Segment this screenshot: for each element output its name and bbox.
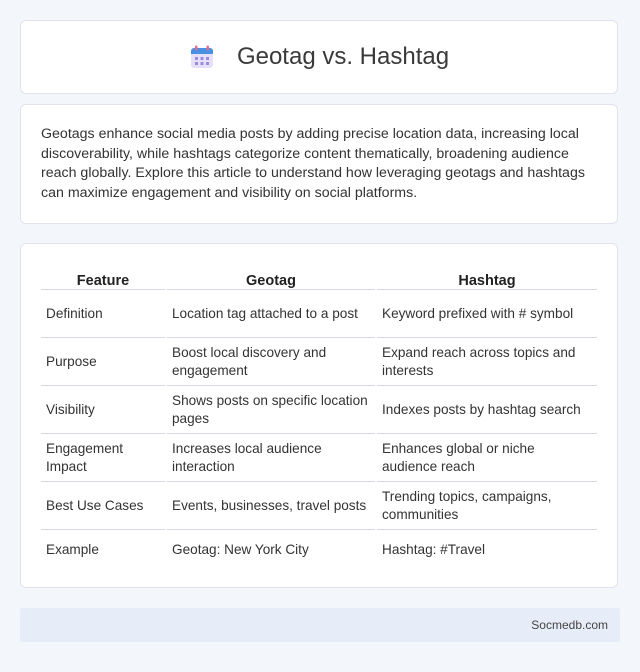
- table-row: [41, 290, 597, 338]
- table-cell-geotag: Location tag attached to a post: [167, 290, 375, 338]
- table-cell-feature: Example: [46, 542, 99, 557]
- table-row: [41, 386, 597, 434]
- column-header-feature: Feature: [41, 266, 165, 290]
- table-cell-feature: Purpose: [41, 338, 165, 386]
- table-cell-hashtag: Expand reach across topics and interests: [377, 338, 597, 386]
- table-cell-hashtag: Keyword prefixed with # symbol: [377, 290, 597, 338]
- table-cell-feature: Best Use Cases: [41, 482, 165, 530]
- intro-card: [20, 104, 618, 224]
- table-cell-hashtag: Hashtag: #Travel: [382, 542, 486, 557]
- table-cell-geotag: Shows posts on specific location pages: [167, 386, 375, 434]
- table-cell-geotag: Events, businesses, travel posts: [167, 482, 375, 530]
- table-cell-feature: Visibility: [41, 386, 165, 434]
- table-cell-geotag: Increases local audience interaction: [167, 434, 375, 482]
- calendar-icon: [189, 44, 215, 70]
- column-header-geotag: Geotag: [167, 266, 375, 290]
- table-cell-feature: Definition: [41, 290, 165, 338]
- table-row: [41, 434, 597, 482]
- table-cell-hashtag: Enhances global or niche audience reach: [377, 434, 597, 482]
- comparison-table-card: [20, 243, 618, 588]
- table-row: [41, 482, 597, 530]
- table-header-row: [41, 266, 597, 290]
- column-header-hashtag: Hashtag: [377, 266, 597, 290]
- title-card: [20, 20, 618, 94]
- comparison-table: [39, 266, 599, 570]
- page-title: Geotag vs. Hashtag: [236, 43, 450, 70]
- table-cell-geotag: Boost local discovery and engagement: [167, 338, 375, 386]
- footer-brand-link[interactable]: Socmedb.com: [531, 618, 608, 632]
- table-cell-feature: Engagement Impact: [41, 434, 165, 482]
- intro-paragraph: Geotags enhance social media posts by adding precise location data, increasing local discoverability, while hashtags categorize content thematically, broadening audience reach globally. Explore this article to understand how leveraging geotags and hashtags can maximize engagement and visibility on social platforms.: [41, 126, 585, 201]
- table-cell-hashtag: Indexes posts by hashtag search: [377, 386, 597, 434]
- table-cell-geotag: Geotag: New York City: [172, 542, 309, 557]
- table-cell-hashtag: Trending topics, campaigns, communities: [377, 482, 597, 530]
- table-row: [41, 338, 597, 386]
- footer: [20, 608, 620, 642]
- table-row: [41, 530, 597, 570]
